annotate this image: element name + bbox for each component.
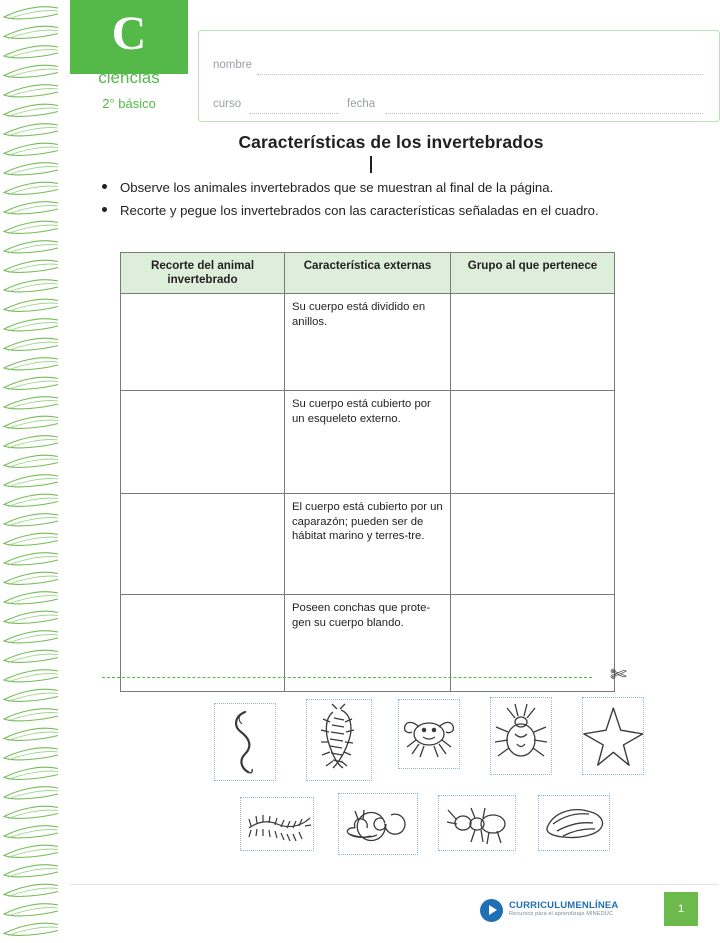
figure-clam[interactable]	[538, 795, 610, 851]
cell-grupo[interactable]	[451, 391, 615, 494]
subject-level: 2° básico	[102, 96, 156, 111]
cell-grupo[interactable]	[451, 294, 615, 391]
figure-worm[interactable]	[214, 703, 276, 781]
page-number-badge: 1	[664, 892, 698, 926]
brand-subtitle: Recursos para el aprendizaje MINEDUC	[509, 911, 614, 917]
column-header-caracteristica: Característica externas	[285, 253, 451, 294]
figure-centipede[interactable]	[240, 797, 314, 851]
student-fields-box	[198, 30, 720, 122]
worksheet-page	[62, 0, 720, 943]
figure-starfish[interactable]	[582, 697, 644, 775]
cell-caracteristica: Su cuerpo está cubierto por un esqueleto externo.	[285, 391, 451, 494]
scissors-icon: ✄	[610, 664, 627, 686]
cell-recorte[interactable]	[121, 391, 285, 494]
brand-logo	[480, 898, 640, 924]
curso-label: curso	[213, 98, 242, 110]
table-row	[121, 494, 615, 595]
cell-caracteristica: Poseen conchas que prote-gen su cuerpo blando.	[285, 595, 451, 692]
subject-name: ciencias	[98, 68, 160, 87]
table-header-row	[121, 253, 615, 294]
list-item	[92, 178, 692, 197]
cell-recorte[interactable]	[121, 494, 285, 595]
footer-divider	[70, 884, 718, 885]
page-title: Características de los invertebrados	[238, 132, 544, 152]
page-footer	[70, 884, 718, 936]
figure-tick[interactable]	[490, 697, 552, 775]
table-row	[121, 391, 615, 494]
column-header-grupo: Grupo al que pertenece	[451, 253, 615, 294]
figure-crab[interactable]	[398, 699, 460, 769]
subject-letter: C	[111, 7, 147, 60]
column-header-recorte: Recorte del animal invertebrado	[121, 253, 285, 294]
bullet-icon	[102, 184, 107, 189]
nombre-input[interactable]	[257, 74, 703, 75]
instruction-text: Observe los animales invertebrados que se muestran al final de la página.	[120, 180, 554, 195]
fecha-label: fecha	[347, 98, 376, 110]
figure-ant[interactable]	[438, 795, 516, 851]
text-cursor	[370, 156, 372, 173]
nombre-label: nombre	[213, 59, 252, 71]
curso-input[interactable]	[249, 113, 339, 114]
characteristics-table	[120, 252, 614, 692]
cell-recorte[interactable]	[121, 294, 285, 391]
spiral-binding-decoration	[0, 0, 62, 943]
instruction-text: Recorte y pegue los invertebrados con las características señaladas en el cuadro.	[120, 203, 599, 218]
bullet-icon	[102, 207, 107, 212]
cut-dashed-line	[102, 677, 592, 678]
brand-name: CURRICULUMENLÍNEA	[509, 900, 619, 911]
worksheet-header	[70, 0, 718, 124]
cutout-figures	[102, 695, 682, 870]
table-row	[121, 294, 615, 391]
figure-woodlouse[interactable]	[306, 699, 372, 781]
cell-caracteristica: El cuerpo está cubierto por un caparazón; pueden ser de hábitat marino y terres-tre.	[285, 494, 451, 595]
cell-caracteristica: Su cuerpo está dividido en anillos.	[285, 294, 451, 391]
play-triangle-icon	[489, 905, 497, 915]
fecha-input[interactable]	[385, 113, 703, 114]
cell-grupo[interactable]	[451, 494, 615, 595]
figure-snail[interactable]	[338, 793, 418, 855]
list-item	[92, 201, 692, 220]
instructions-list	[92, 178, 692, 224]
